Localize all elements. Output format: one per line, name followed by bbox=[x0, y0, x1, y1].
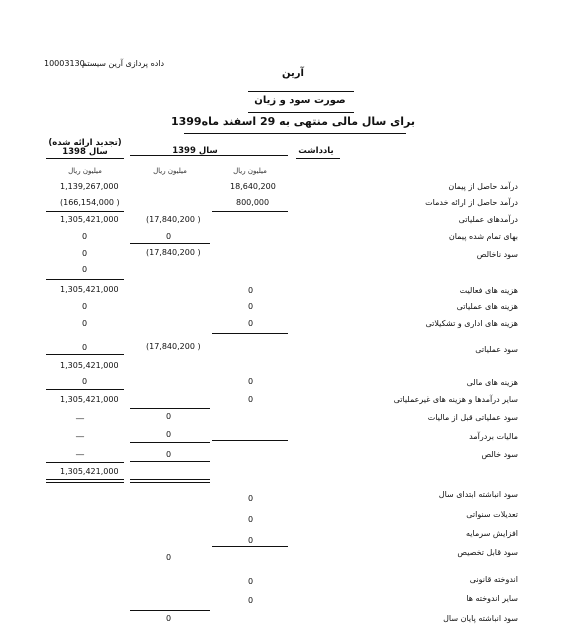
row-current-value: 0 bbox=[166, 614, 172, 623]
prior-total-line bbox=[46, 389, 124, 390]
row-label: هزینه های عملیاتی bbox=[456, 302, 518, 311]
row-label: سود عملیاتی قبل از مالیات bbox=[427, 413, 518, 422]
row-sub-value: 0 bbox=[248, 377, 254, 386]
current-double-line bbox=[130, 479, 210, 483]
title-underline-3 bbox=[184, 133, 406, 134]
row-label: اندوخته قانونی bbox=[469, 575, 518, 584]
row-label: تعدیلات سنواتی bbox=[466, 510, 518, 519]
row-prior-value: 0 bbox=[82, 319, 88, 328]
row-current-value: 0 bbox=[166, 412, 172, 421]
row-prior-value: 0 bbox=[82, 249, 88, 258]
row-prior-value: (166,154,000 ) bbox=[60, 198, 120, 207]
row-label: درآمد حاصل از ارائه خدمات bbox=[425, 198, 518, 207]
row-sub-value: 0 bbox=[248, 536, 254, 545]
statement-period: برای سال مالی منتهی به 29 اسفند ماه1399 bbox=[170, 115, 415, 128]
company-name: آرین bbox=[282, 68, 304, 79]
row-sub-value: 18,640,200 bbox=[230, 182, 276, 191]
row-prior-value: 1,139,267,000 bbox=[60, 182, 119, 191]
row-label: سایر درآمدها و هزینه های غیرعملیاتی bbox=[393, 395, 518, 404]
row-label: مالیات بردرآمد bbox=[469, 432, 518, 441]
row-sub-value: 0 bbox=[248, 302, 254, 311]
current-total-line bbox=[130, 442, 210, 443]
row-prior-value: 0 bbox=[82, 377, 88, 386]
row-label: سود انباشته پایان سال bbox=[443, 614, 518, 623]
row-label: هزینه های مالی bbox=[466, 378, 518, 387]
sub-total-line bbox=[212, 546, 288, 547]
current-year-header: سال 1399 bbox=[172, 146, 218, 156]
system-name: داده پردازی آرین سیستم bbox=[82, 59, 165, 68]
statement-title: صورت سود و زیان bbox=[254, 95, 346, 106]
row-label: سود ناخالص bbox=[476, 250, 518, 259]
row-current-value: (17,840,200 ) bbox=[146, 342, 201, 351]
prior-total-line bbox=[46, 211, 124, 212]
row-prior-value: 1,305,421,000 bbox=[60, 361, 119, 370]
row-current-value: 0 bbox=[166, 430, 172, 439]
row-prior-value: 0 bbox=[82, 265, 88, 274]
row-current-value: 0 bbox=[166, 450, 172, 459]
system-id: 10003130 bbox=[44, 59, 85, 68]
row-current-value: (17,840,200 ) bbox=[146, 248, 201, 257]
prior-header-line bbox=[46, 158, 124, 159]
sub-total-line bbox=[212, 440, 288, 441]
sub-total-line bbox=[212, 211, 288, 212]
row-sub-value: 800,000 bbox=[236, 198, 270, 207]
row-label: افزایش سرمایه bbox=[465, 529, 518, 538]
current-header-line bbox=[130, 155, 288, 156]
current-total-line bbox=[130, 461, 210, 462]
row-label: بهای تمام شده پیمان bbox=[448, 232, 518, 241]
current-unit: میلیون ریال bbox=[153, 167, 187, 175]
sub-total-line bbox=[212, 333, 288, 334]
current-total-line bbox=[130, 408, 210, 409]
row-prior-value: 1,305,421,000 bbox=[60, 285, 119, 294]
row-sub-value: 0 bbox=[248, 515, 254, 524]
row-label: درآمد حاصل از پیمان bbox=[448, 182, 518, 191]
row-prior-value: __ bbox=[76, 410, 84, 419]
note-column-header: یادداشت bbox=[298, 146, 334, 156]
row-current-value: (17,840,200 ) bbox=[146, 215, 201, 224]
title-underline-1 bbox=[248, 91, 354, 92]
sub-unit: میلیون ریال bbox=[233, 167, 267, 175]
row-sub-value: 0 bbox=[248, 319, 254, 328]
prior-total-line bbox=[46, 462, 124, 463]
prior-total-line bbox=[46, 354, 124, 355]
prior-total-line bbox=[46, 279, 124, 280]
row-label: هزینه های اداری و تشکیلاتی bbox=[425, 319, 518, 328]
row-prior-value: 0 bbox=[82, 232, 88, 241]
row-prior-value: 1,305,421,000 bbox=[60, 395, 119, 404]
current-total-line bbox=[130, 243, 210, 244]
row-sub-value: 0 bbox=[248, 395, 254, 404]
row-label: سود قابل تخصیص bbox=[457, 548, 518, 557]
prior-double-line bbox=[46, 479, 124, 483]
row-sub-value: 0 bbox=[248, 286, 254, 295]
prior-year-header: سال 1398 bbox=[62, 147, 108, 157]
row-label: سود انباشته ابتدای سال bbox=[438, 490, 518, 499]
row-label: سود خالص bbox=[481, 450, 518, 459]
row-label: سایر اندوخته ها bbox=[466, 594, 518, 603]
row-prior-value: __ bbox=[76, 428, 84, 437]
current-total-line bbox=[130, 610, 210, 611]
prior-unit: میلیون ریال bbox=[68, 167, 102, 175]
row-sub-value: 0 bbox=[248, 577, 254, 586]
row-prior-value: 0 bbox=[82, 302, 88, 311]
row-prior-value: 1,305,421,000 bbox=[60, 467, 119, 476]
note-header-line bbox=[296, 158, 340, 159]
prior-restated-header: (تجدید ارائه شده) bbox=[48, 138, 122, 148]
row-label: هزینه های فعالیت bbox=[459, 286, 518, 295]
row-prior-value: __ bbox=[76, 446, 84, 455]
row-label: سود عملیاتی bbox=[475, 345, 518, 354]
row-prior-value: 0 bbox=[82, 343, 88, 352]
row-current-value: 0 bbox=[166, 232, 172, 241]
row-current-value: 0 bbox=[166, 553, 172, 562]
row-sub-value: 0 bbox=[248, 596, 254, 605]
row-label: درآمدهای عملیاتی bbox=[458, 215, 518, 224]
row-sub-value: 0 bbox=[248, 494, 254, 503]
title-underline-2 bbox=[248, 112, 354, 113]
row-prior-value: 1,305,421,000 bbox=[60, 215, 119, 224]
